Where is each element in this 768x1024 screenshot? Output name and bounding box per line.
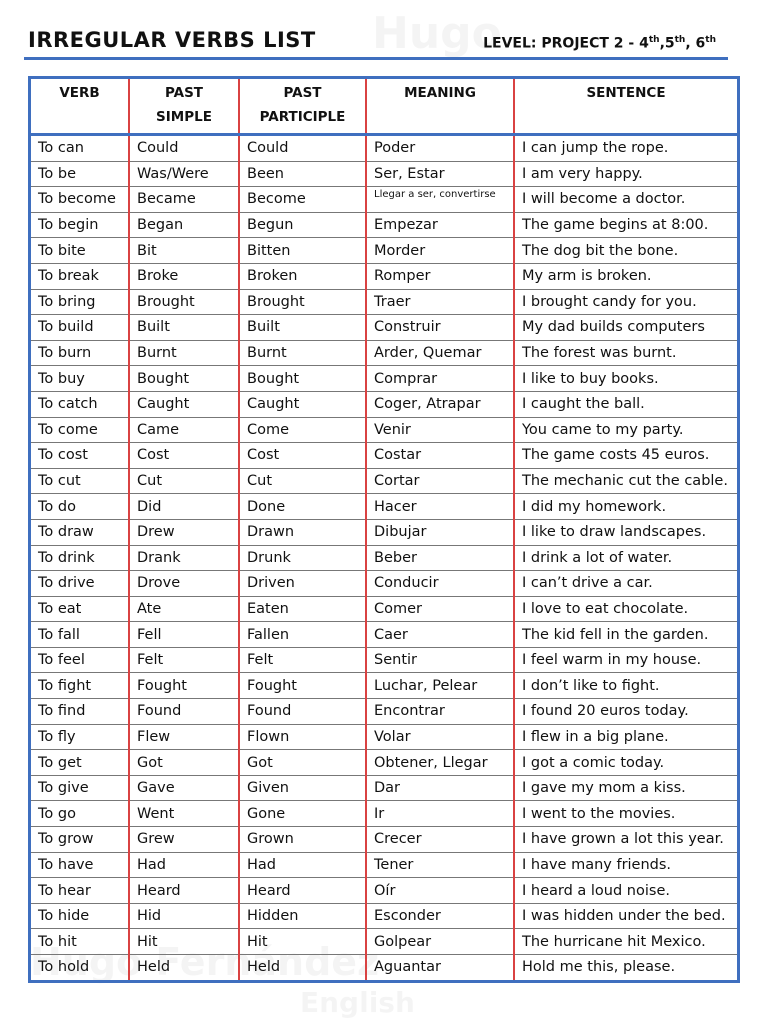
verb-cell: To come: [31, 417, 129, 443]
verb-cell: To get: [31, 750, 129, 776]
table-row: [31, 724, 737, 750]
past-participle-cell: Hidden: [239, 903, 366, 929]
verb-cell: To hit: [31, 929, 129, 955]
verb-cell: To can: [38, 140, 84, 157]
past-participle-cell: Got: [239, 750, 366, 776]
past-participle-cell: Cut: [239, 468, 366, 494]
sentence-cell: The game begins at 8:00.: [514, 212, 737, 238]
table-row: [31, 929, 737, 955]
verb-cell: To hear: [31, 878, 129, 904]
table-row: [31, 315, 737, 341]
sentence-cell: My dad builds computers: [514, 315, 737, 341]
meaning-cell: Construir: [366, 315, 514, 341]
table-row: [31, 468, 737, 494]
verb-cell: To catch: [31, 391, 129, 417]
past-participle-cell: Been: [239, 161, 366, 187]
past-simple-cell: Drew: [129, 519, 239, 545]
table-row: [31, 596, 737, 622]
past-simple-cell: Became: [129, 187, 239, 213]
verb-cell: To begin: [31, 212, 129, 238]
past-simple-cell: Began: [129, 212, 239, 238]
verb-cell: To find: [31, 699, 129, 725]
table-row: [31, 161, 737, 187]
meaning-cell: Aguantar: [366, 955, 514, 980]
past-participle-cell: Bitten: [239, 238, 366, 264]
table-row: [31, 443, 737, 469]
table-row: [31, 519, 737, 545]
past-participle-cell: Begun: [239, 212, 366, 238]
watermark-bottom-sub: [300, 986, 415, 1019]
past-participle-cell: Drawn: [239, 519, 366, 545]
past-simple-cell: Had: [129, 852, 239, 878]
meaning-cell: Beber: [366, 545, 514, 571]
sentence-cell: I feel warm in my house.: [514, 647, 737, 673]
table-row: [31, 852, 737, 878]
column-header-line: PAST: [164, 85, 204, 101]
past-participle-cell: Done: [239, 494, 366, 520]
sentence-cell: My arm is broken.: [514, 263, 737, 289]
past-simple-cell: Heard: [129, 878, 239, 904]
column-header-line: MEANING: [404, 85, 476, 101]
verb-cell: To be: [31, 161, 129, 187]
verb-cell: To go: [31, 801, 129, 827]
table-row: [31, 340, 737, 366]
past-simple-cell: Bought: [129, 366, 239, 392]
table-row: [31, 647, 737, 673]
past-simple-cell: Went: [129, 801, 239, 827]
sentence-cell: I caught the ball.: [514, 391, 737, 417]
meaning-cell: Comer: [366, 596, 514, 622]
verb-cell: To feel: [31, 647, 129, 673]
level-label: LEVEL: PROJECT 2 - 4th,5th, 6th: [483, 35, 716, 52]
past-simple-cell: Fought: [129, 673, 239, 699]
table-row: [31, 622, 737, 648]
verb-cell: To cut: [31, 468, 129, 494]
past-simple-cell: Flew: [129, 724, 239, 750]
sentence-cell: I gave my mom a kiss.: [514, 775, 737, 801]
sentence-cell: I can jump the rope.: [514, 135, 737, 162]
past-participle-cell: Caught: [239, 391, 366, 417]
table-row: [31, 955, 737, 980]
verb-cell: To do: [31, 494, 129, 520]
past-simple-cell: Ate: [129, 596, 239, 622]
past-participle-cell: Flown: [239, 724, 366, 750]
meaning-cell: Llegar a ser, convertirse: [366, 187, 514, 213]
meaning-cell: Tener: [366, 852, 514, 878]
page-header: [0, 0, 768, 70]
table-row: [31, 775, 737, 801]
past-participle-cell: Had: [239, 852, 366, 878]
past-participle-cell: Felt: [239, 647, 366, 673]
sentence-cell: I have grown a lot this year.: [514, 827, 737, 853]
table-row: [31, 673, 737, 699]
meaning-cell: Volar: [366, 724, 514, 750]
table-header-row: [31, 79, 737, 135]
past-participle-cell: Become: [239, 187, 366, 213]
past-simple-cell: Fell: [129, 622, 239, 648]
past-simple-cell: Burnt: [129, 340, 239, 366]
table-row: [31, 366, 737, 392]
table-row: [31, 571, 737, 597]
verb-cell: To bite: [31, 238, 129, 264]
meaning-cell: Traer: [366, 289, 514, 315]
past-simple-cell: Came: [129, 417, 239, 443]
column-header: [31, 79, 129, 135]
sentence-cell: I will become a doctor.: [514, 187, 737, 213]
meaning-cell: Sentir: [366, 647, 514, 673]
sentence-cell: I like to draw landscapes.: [514, 519, 737, 545]
meaning-cell: Coger, Atrapar: [366, 391, 514, 417]
past-participle-cell: Given: [239, 775, 366, 801]
verb-cell: To hold: [31, 955, 129, 980]
meaning-cell: Ir: [366, 801, 514, 827]
sentence-cell: The game costs 45 euros.: [514, 443, 737, 469]
table-row: [31, 263, 737, 289]
column-header-line: PAST: [283, 85, 322, 101]
verb-cell: To fly: [31, 724, 129, 750]
past-simple-cell: Felt: [129, 647, 239, 673]
past-participle-cell: Hit: [239, 929, 366, 955]
verb-cell: To drive: [31, 571, 129, 597]
meaning-cell: Dar: [366, 775, 514, 801]
past-simple-cell: Gave: [129, 775, 239, 801]
verb-cell: To hide: [31, 903, 129, 929]
past-simple-cell: Built: [129, 315, 239, 341]
sentence-cell: I flew in a big plane.: [514, 724, 737, 750]
past-participle-cell: Built: [239, 315, 366, 341]
meaning-cell: Luchar, Pelear: [366, 673, 514, 699]
meaning-cell: Crecer: [366, 827, 514, 853]
meaning-cell: Caer: [366, 622, 514, 648]
past-simple-cell: Cut: [129, 468, 239, 494]
past-participle-cell: Driven: [239, 571, 366, 597]
past-participle-cell: Drunk: [239, 545, 366, 571]
table-row: [31, 135, 737, 162]
past-participle-cell: Held: [239, 955, 366, 980]
meaning-cell: Romper: [366, 263, 514, 289]
past-participle-cell: Gone: [239, 801, 366, 827]
verb-cell: To give: [31, 775, 129, 801]
verb-cell: To buy: [31, 366, 129, 392]
verb-cell: To drink: [31, 545, 129, 571]
column-header: [239, 79, 366, 135]
verb-cell: To grow: [31, 827, 129, 853]
table-body: [31, 135, 737, 980]
past-simple-cell: Held: [129, 955, 239, 980]
past-simple-cell: Drove: [129, 571, 239, 597]
past-participle-cell: Cost: [239, 443, 366, 469]
verb-cell: To bring: [31, 289, 129, 315]
verb-cell: To eat: [31, 596, 129, 622]
past-simple-cell: Cost: [129, 443, 239, 469]
past-participle-cell: Eaten: [239, 596, 366, 622]
meaning-cell: Ser, Estar: [366, 161, 514, 187]
table-row: [31, 289, 737, 315]
sentence-cell: I got a comic today.: [514, 750, 737, 776]
sentence-cell: You came to my party.: [514, 417, 737, 443]
sentence-cell: The mechanic cut the cable.: [514, 468, 737, 494]
meaning-cell: Golpear: [366, 929, 514, 955]
meaning-cell: Poder: [366, 135, 514, 162]
verb-cell: To burn: [31, 340, 129, 366]
column-header-line: VERB: [59, 85, 100, 101]
past-simple-cell: Did: [129, 494, 239, 520]
sentence-cell: I can’t drive a car.: [514, 571, 737, 597]
past-participle-cell: Come: [239, 417, 366, 443]
meaning-cell: Empezar: [366, 212, 514, 238]
column-header-line: SIMPLE: [156, 109, 212, 125]
sentence-cell: I was hidden under the bed.: [514, 903, 737, 929]
verb-cell: To fight: [31, 673, 129, 699]
verb-cell: To have: [31, 852, 129, 878]
verb-cell: To break: [31, 263, 129, 289]
verb-cell: To fall: [31, 622, 129, 648]
verb-cell: To build: [31, 315, 129, 341]
past-simple-cell: Got: [129, 750, 239, 776]
column-header: [366, 79, 514, 135]
sentence-cell: I found 20 euros today.: [514, 699, 737, 725]
past-participle-cell: Burnt: [239, 340, 366, 366]
table-row: [31, 212, 737, 238]
column-header: [514, 79, 737, 135]
past-participle-cell: Could: [239, 135, 366, 162]
sentence-cell: I like to buy books.: [514, 366, 737, 392]
sentence-cell: I love to eat chocolate.: [514, 596, 737, 622]
meaning-cell: Oír: [366, 878, 514, 904]
verb-cell: To draw: [31, 519, 129, 545]
past-simple-cell: Hit: [129, 929, 239, 955]
sentence-cell: I went to the movies.: [514, 801, 737, 827]
past-simple-cell: Brought: [129, 289, 239, 315]
past-participle-cell: Fought: [239, 673, 366, 699]
meaning-cell: Obtener, Llegar: [366, 750, 514, 776]
sentence-cell: The hurricane hit Mexico.: [514, 929, 737, 955]
past-simple-cell: Hid: [129, 903, 239, 929]
meaning-cell: Costar: [366, 443, 514, 469]
sentence-cell: The kid fell in the garden.: [514, 622, 737, 648]
sentence-cell: I don’t like to fight.: [514, 673, 737, 699]
header-rule: [24, 57, 728, 60]
meaning-cell: Dibujar: [366, 519, 514, 545]
meaning-cell: Morder: [366, 238, 514, 264]
table-row: [31, 903, 737, 929]
table-row: [31, 750, 737, 776]
meaning-cell: Esconder: [366, 903, 514, 929]
table-row: [31, 827, 737, 853]
past-participle-cell: Fallen: [239, 622, 366, 648]
table-row: [31, 417, 737, 443]
meaning-cell: Comprar: [366, 366, 514, 392]
page-title: IRREGULAR VERBS LIST: [28, 28, 316, 52]
sentence-cell: I drink a lot of water.: [514, 545, 737, 571]
past-simple-cell: Caught: [129, 391, 239, 417]
past-participle-cell: Broken: [239, 263, 366, 289]
table-row: [31, 187, 737, 213]
table-row: [31, 801, 737, 827]
verb-cell: To cost: [31, 443, 129, 469]
column-header-line: SENTENCE: [586, 85, 666, 101]
verb-cell: To become: [31, 187, 129, 213]
past-simple-cell: Grew: [129, 827, 239, 853]
verbs-table: [31, 79, 737, 980]
verbs-table-frame: [28, 76, 740, 983]
sentence-cell: The dog bit the bone.: [514, 238, 737, 264]
sentence-cell: Hold me this, please.: [514, 955, 737, 980]
meaning-cell: Arder, Quemar: [366, 340, 514, 366]
meaning-cell: Conducir: [366, 571, 514, 597]
meaning-cell: Encontrar: [366, 699, 514, 725]
sentence-cell: The forest was burnt.: [514, 340, 737, 366]
meaning-cell: Hacer: [366, 494, 514, 520]
past-participle-cell: Bought: [239, 366, 366, 392]
past-simple-cell: Drank: [129, 545, 239, 571]
past-participle-cell: Grown: [239, 827, 366, 853]
past-simple-cell: Bit: [129, 238, 239, 264]
past-participle-cell: Brought: [239, 289, 366, 315]
column-header: [129, 79, 239, 135]
past-participle-cell: Heard: [239, 878, 366, 904]
meaning-cell: Cortar: [366, 468, 514, 494]
sentence-cell: I heard a loud noise.: [514, 878, 737, 904]
sentence-cell: I have many friends.: [514, 852, 737, 878]
table-row: [31, 238, 737, 264]
sentence-cell: I did my homework.: [514, 494, 737, 520]
past-participle-cell: Found: [239, 699, 366, 725]
sentence-cell: I brought candy for you.: [514, 289, 737, 315]
past-simple-cell: Was/Were: [129, 161, 239, 187]
table-row: [31, 699, 737, 725]
column-header-line: PARTICIPLE: [259, 109, 346, 125]
sentence-cell: I am very happy.: [514, 161, 737, 187]
table-row: [31, 494, 737, 520]
table-row: [31, 545, 737, 571]
past-simple-cell: Could: [129, 135, 239, 162]
past-simple-cell: Broke: [129, 263, 239, 289]
table-row: [31, 391, 737, 417]
meaning-cell: Venir: [366, 417, 514, 443]
past-simple-cell: Found: [129, 699, 239, 725]
table-row: [31, 878, 737, 904]
